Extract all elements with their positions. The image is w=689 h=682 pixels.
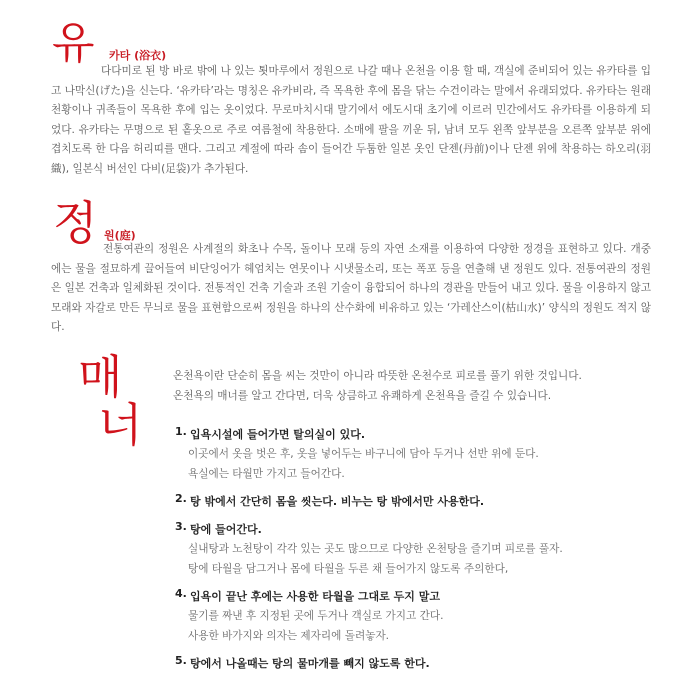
manner-list	[175, 425, 655, 682]
item-title: 탕에서 나올때는 탕의 물마개를 빼지 않도록 한다.	[190, 657, 430, 670]
section-garden-body	[51, 240, 651, 338]
section-yukata-text: 다다미로 된 방 바로 밖에 나 있는 툇마루에서 정원으로 나갈 때나 온천을 이용 할 때, 객실에 준비되어 있는 유카타를 입고 나막신(げた)을 신는다. ‘유카타’라는 명칭은 유카비라, 즉 목욕한 후에 몸을 닦는 수건이라는 말에서 유래되었다. 유카타는 원래 천황이나 귀족들이 목욕한 후에 입는 옷이었다. 무로마치시대 말기에서 에도시대 초기에 이르러 민간에서도 유카타를 이용하게 되었다. 유카타는 무명으로 된 홑옷으로 주로 여름철에 착용한다. 소매에 팔을 끼운 뒤, 남녀 모두 왼쪽 앞부분을 오른쪽 앞부분 위에 겹치도록 한 다음 허리띠를 맨다. 그리고 계절에 따라 솜이 들어간 두툼한 일본 옷인 단젠(丹前)이나 단젠 위에 착용하는 하오리(羽織), 일본식 버선인 다비(足袋)가 추가된다.	[51, 65, 651, 175]
manner-item-3	[175, 520, 655, 579]
manner-item-4	[175, 587, 655, 646]
manner-intro-line-2: 온천욕의 매너를 알고 간다면, 더욱 상큼하고 유쾌하게 온천욕을 즐길 수 있습니다.	[173, 389, 552, 402]
item-detail: 탕에 타월을 담그거나 몸에 타월을 두른 채 들어가지 않도록 주의한다,	[188, 562, 509, 575]
item-detail: 물기를 짜낸 후 지정된 곳에 두거나 객실로 가지고 간다.	[188, 610, 444, 622]
section-garden-initial: 정	[53, 196, 98, 250]
manner-item-5	[175, 654, 655, 674]
section-garden-heading: 원(庭)	[104, 229, 136, 242]
manner-item-2	[175, 492, 655, 512]
section-yukata-heading: 카타 (浴衣)	[109, 49, 167, 62]
item-detail: 사용한 바가지와 의자는 제자리에 돌려놓자.	[188, 629, 390, 642]
manner-item-1	[175, 425, 655, 484]
section-manner-intro	[173, 367, 653, 406]
item-number: 3.	[175, 520, 187, 533]
section-garden-text: 전통여관의 정원은 사계절의 화초나 수목, 돌이나 모래 등의 자연 소재를 이용하여 다양한 정경을 표현하고 있다. 개중에는 물을 절묘하게 끌어들여 비단잉어가 헤엄치는 연못이나 시냇물소리, 또는 폭포 등을 연출해 낸 정원도 있다. 전통여관의 정원은 일본 건축과 일체화된 것이다. 전통적인 건축 기술과 조원 기술이 융합되어 하나의 경관을 만들어 내고 있다. 물을 이용하지 않고 모래와 자갈로 만든 무늬로 물을 표현함으로써 정원을 하나의 산수화에 비유하고 있는 ‘가레산스이(枯山水)’ 양식의 정원도 적지 않다.	[51, 243, 651, 333]
item-number: 1.	[175, 425, 187, 438]
item-title: 탕에 들어간다.	[190, 523, 262, 536]
item-detail: 욕실에는 타월만 가지고 들어간다.	[188, 467, 345, 480]
item-detail: 이곳에서 옷을 벗은 후, 옷을 넣어두는 바구니에 담아 두거나 선반 위에 둔다.	[188, 448, 539, 460]
item-number: 4.	[175, 587, 187, 600]
item-title: 입욕이 끝난 후에는 사용한 타월을 그대로 두지 말고	[190, 590, 440, 603]
section-yukata-body	[51, 62, 651, 179]
item-detail: 실내탕과 노천탕이 각각 있는 곳도 많으므로 다양한 온천탕을 즐기며 피로를 풀자.	[188, 543, 563, 555]
section-manner-initial-1: 매	[78, 350, 123, 404]
item-title: 입욕시설에 들어가면 탈의실이 있다.	[190, 428, 366, 441]
item-number: 5.	[175, 654, 187, 667]
section-manner-initial-2: 너	[98, 398, 143, 452]
item-number: 2.	[175, 492, 187, 505]
item-title: 탕 밖에서 간단히 몸을 씻는다. 비누는 탕 밖에서만 사용한다.	[190, 495, 485, 508]
section-yukata-initial: 유	[52, 18, 95, 69]
manner-intro-line-1: 온천욕이란 단순히 몸을 씨는 것만이 아니라 따뜻한 온천수로 피로를 풀기 위한 것입니다.	[173, 370, 582, 382]
